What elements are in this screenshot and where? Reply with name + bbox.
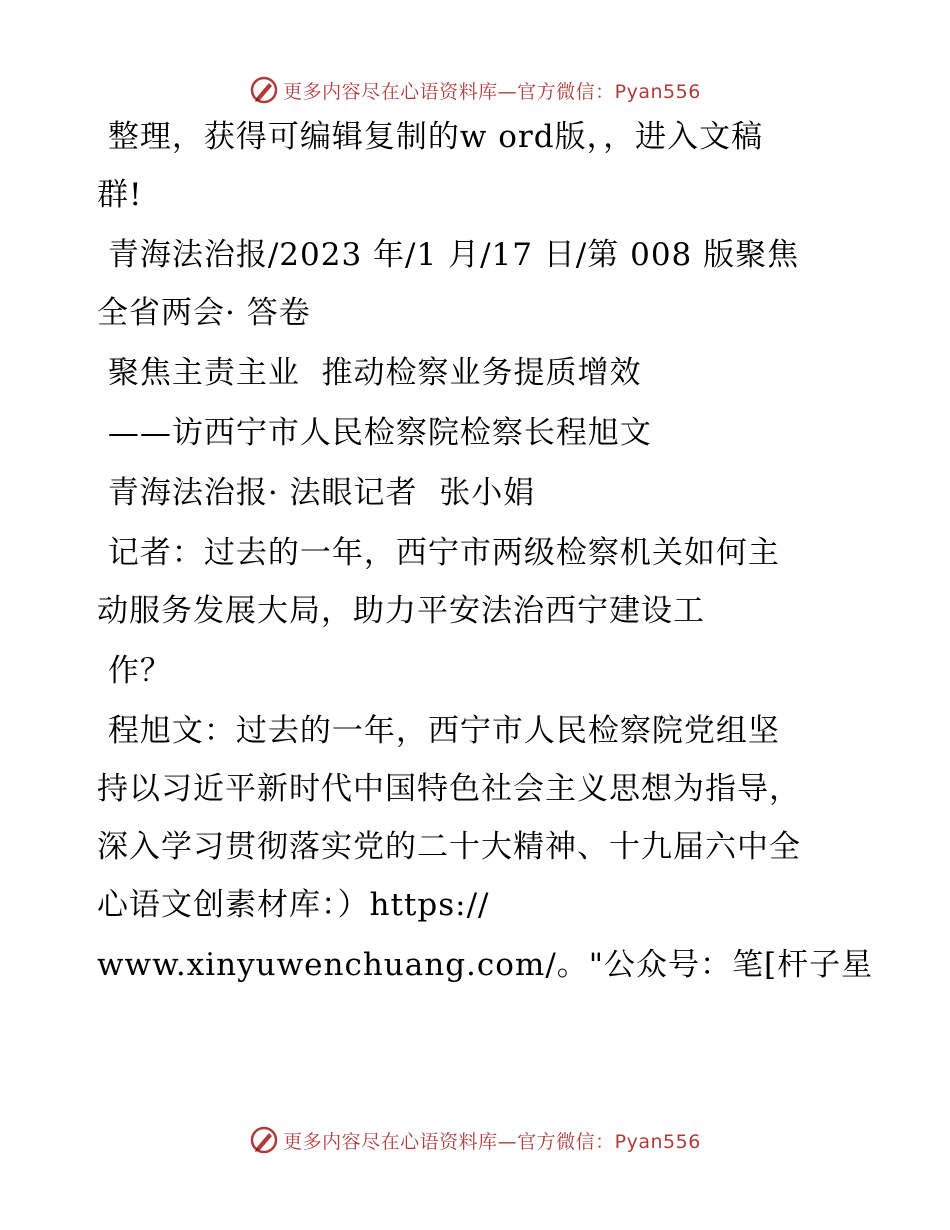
text-line: 心语文创素材库：）https:// xyxy=(97,887,490,923)
paragraph-2 xyxy=(97,236,857,332)
header-watermark-banner xyxy=(0,70,950,110)
paragraph-question xyxy=(97,534,857,630)
text-line: 记者：过去的一年，西宁市两级检察机关如何主 xyxy=(97,535,780,571)
byline xyxy=(97,474,857,512)
header-banner-text: 更多内容尽在心语资料库—官方微信：Pyan556 xyxy=(283,80,701,103)
text-line: 青海法治报/2023 年/1 月/17 日/第 008 版聚焦 xyxy=(97,237,800,273)
text-line: 持以习近平新时代中国特色社会主义思想为指导， xyxy=(97,771,801,807)
article-subtitle xyxy=(97,414,857,452)
text-line: www.xinyuwenchuang.com/。"公众号：笔[杆子星 xyxy=(97,947,874,983)
paragraph-question-end xyxy=(97,652,857,690)
pen-logo-icon xyxy=(249,1125,279,1155)
text-line: 作？ xyxy=(97,653,172,689)
text-line: 群! xyxy=(97,177,143,213)
paragraph-answer xyxy=(97,712,857,924)
paragraph-url xyxy=(97,946,874,984)
paragraph-1 xyxy=(97,118,857,214)
document-body xyxy=(97,118,874,984)
text-line: 动服务发展大局，助力平安法治西宁建设工 xyxy=(97,593,705,629)
text-line: 全省两会· 答卷 xyxy=(97,295,311,331)
text-line: 聚焦主责主业 推动检察业务提质增效 xyxy=(97,355,642,391)
text-line: 青海法治报· 法眼记者 张小娟 xyxy=(97,475,536,511)
text-line: 深入学习贯彻落实党的二十大精神、十九届六中全 xyxy=(97,829,801,865)
article-title xyxy=(97,354,857,392)
text-line: 程旭文：过去的一年，西宁市人民检察院党组坚 xyxy=(97,713,780,749)
text-line: ——访西宁市人民检察院检察长程旭文 xyxy=(97,415,652,451)
footer-watermark-banner xyxy=(0,1120,950,1160)
footer-banner-text: 更多内容尽在心语资料库—官方微信：Pyan556 xyxy=(283,1130,701,1153)
pen-logo-icon xyxy=(249,75,279,105)
text-line: 整理，获得可编辑复制的w ord版，，进入文稿 xyxy=(97,119,764,155)
